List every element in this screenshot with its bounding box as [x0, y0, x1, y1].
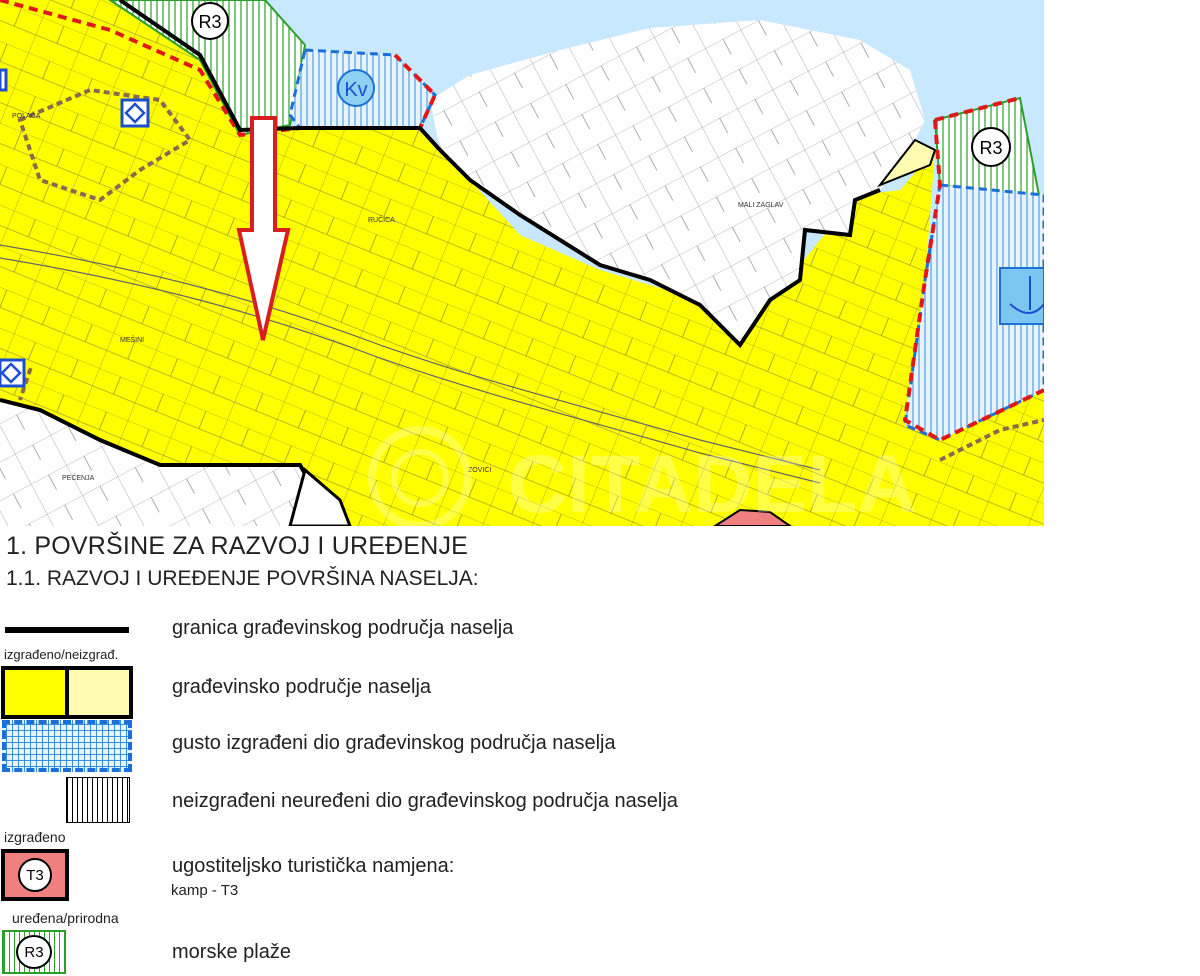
legend-label-dense-built: gusto izgrađeni dio građevinskog područja naselja [172, 732, 616, 754]
harbour-symbol [1000, 268, 1044, 324]
legend-label-tourism: ugostiteljsko turistička namjena: [172, 855, 455, 877]
legend-sublabel-camp: kamp - T3 [171, 882, 239, 899]
settlement-symbol [1, 666, 133, 719]
svg-text:CITADELA: CITADELA [508, 439, 917, 526]
legend-caption-built: izgrađeno/neizgrađ. [4, 647, 119, 662]
tourism-symbol [1, 849, 69, 901]
beach-symbol [2, 930, 66, 974]
dense-built-symbol [2, 720, 132, 772]
legend-heading: 1. POVRŠINE ZA RAZVOJ I UREĐENJE [6, 532, 469, 560]
legend-label-beach: morske plaže [172, 941, 291, 963]
monument-symbol-1 [122, 100, 148, 126]
r3-badge: R3 [16, 935, 52, 969]
label-mesini: MEŠINI [120, 337, 145, 344]
legend-subheading: 1.1. RAZVOJ I UREĐENJE POVRŠINA NASELJA: [6, 567, 479, 590]
svg-text:R3: R3 [979, 138, 1003, 158]
r3-marker-top [192, 3, 228, 39]
label-mali-zaglav: MALI ZAGLAV [738, 202, 784, 209]
legend-label-unbuilt: neizgrađeni neuređeni dio građevinskog područja naselja [172, 790, 678, 812]
label-pecenja: PEĆENJA [62, 475, 95, 482]
monument-symbol-2 [0, 360, 24, 386]
legend-caption-tourism: izgrađeno [4, 829, 66, 845]
label-zovici: ZOVIĆI [468, 467, 492, 474]
zoning-map [0, 0, 1044, 526]
t3-badge: T3 [18, 858, 52, 892]
svg-text:R3: R3 [198, 12, 222, 32]
legend-label-boundary: granica građevinskog područja naselja [172, 617, 514, 639]
kv-marker [338, 70, 374, 106]
label-polaca: POLAČA [12, 113, 41, 120]
r3-marker-right [972, 128, 1010, 166]
label-rucica: RUČICA [368, 217, 395, 224]
unbuilt-symbol [66, 777, 130, 823]
legend-label-settlement: građevinsko područje naselja [172, 676, 432, 698]
legend-caption-beach: uređena/prirodna [12, 910, 119, 926]
svg-text:Kv: Kv [344, 79, 368, 101]
boundary-line-symbol [5, 627, 129, 633]
